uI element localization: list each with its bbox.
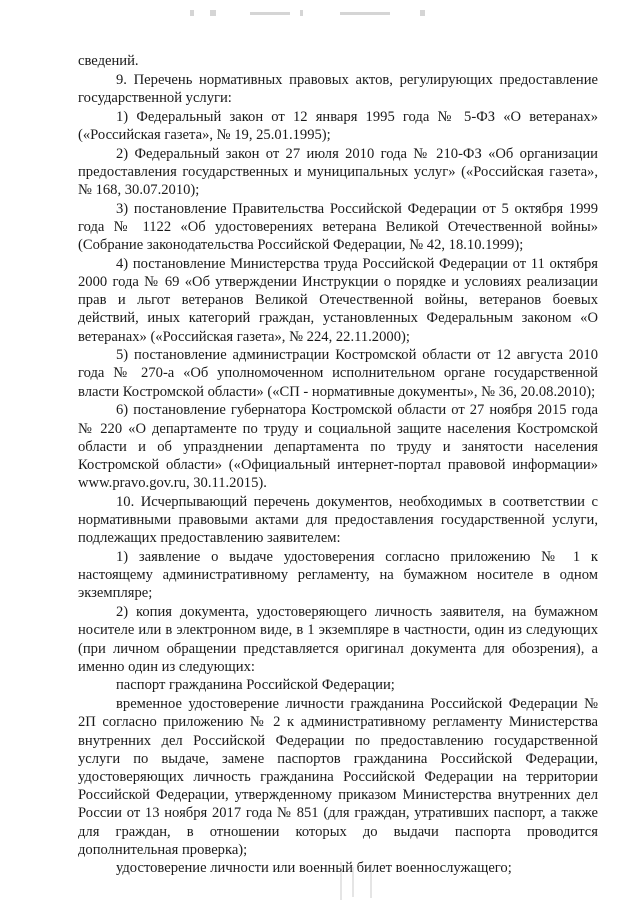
paragraph: 1) заявление о выдаче удостоверения согласно приложению № 1 к настоящему административному регламенту, на бумажном носителе в одном экземпляре; — [78, 548, 598, 602]
paragraph: 3) постановление Правительства Российской Федерации от 5 октября 1999 года № 1122 «Об удостоверениях ветерана Великой Отечественной войны» (Собрание законодательства Российской Федерации, № 42, 18.10.1999); — [78, 200, 598, 254]
paragraph: сведений. — [78, 53, 139, 69]
paragraph: временное удостоверение личности гражданина Российской Федерации № 2П согласно приложению № 2 к административному регламенту Министерства внутренних дел Российской Федерации по предоставлению государственной услуги по выдаче, замене паспортов гражданина Российской Федерации, удостоверяющих личность гражданина Российской Федерации на территории Российской Федерации, утвержденному приказом Министерства внутренних дел России от 13 ноября 2017 года № 851 (для граждан, утративших паспорт, а также для граждан, в отношении которых до выдачи паспорта проводится дополнительная проверка); — [78, 696, 598, 858]
document-body — [78, 52, 598, 878]
paragraph: 5) постановление администрации Костромской области от 12 августа 2010 года № 270-а «Об уполномоченном исполнительном органе государственной власти Костромской области» («СП - нормативные документы», № 36, 20.08.2010); — [78, 347, 598, 400]
paragraph: удостоверение личности или военный билет военнослужащего; — [116, 860, 512, 877]
paragraph: 1) Федеральный закон от 12 января 1995 года № 5-ФЗ «О ветеранах» («Российская газета», № 19, 25.01.1995); — [78, 108, 598, 143]
scan-artifact-top — [190, 6, 450, 20]
paragraph: 10. Исчерпывающий перечень документов, необходимых в соответствии с нормативными правовыми актами для предоставления государственной услуги, подлежащих предоставлению заявителем: — [78, 493, 598, 547]
paragraph: 2) Федеральный закон от 27 июля 2010 года № 210-ФЗ «Об организации предоставления государственных и муниципальных услуг» («Российская газета», № 168, 30.07.2010); — [78, 145, 598, 198]
paragraph: 2) копия документа, удостоверяющего личность заявителя, на бумажном носителе или в электронном виде, в 1 экземпляре в частности, один из следующих (при личном обращении представляется оригинал документа для обозрения), а именно один из следующих: — [78, 604, 598, 675]
paragraph: 6) постановление губернатора Костромской области от 27 ноября 2015 года № 220 «О департаменте по труду и социальной защите населения Костромской области и об упразднении департамента по труду и занятости населения Костромской области» («Официальный интернет-портал правовой информации» www.pravo.gov.ru, 30.11.2015). — [78, 402, 598, 492]
scan-artifact-bottom — [330, 862, 390, 902]
paragraph: 9. Перечень нормативных правовых актов, регулирующих предоставление государственной услуги: — [78, 71, 598, 106]
paragraph: 4) постановление Министерства труда Российской Федерации от 11 октября 2000 года № 69 «Об утверждении Инструкции о порядке и условиях реализации прав и льгот ветеранов Великой Отечественной войны, ветеранов боевых действий, иных категорий граждан, установленных Федеральным законом «О ветеранах» («Российская газета», № 224, 22.11.2000); — [78, 255, 598, 345]
paragraph: паспорт гражданина Российской Федерации; — [116, 677, 395, 694]
